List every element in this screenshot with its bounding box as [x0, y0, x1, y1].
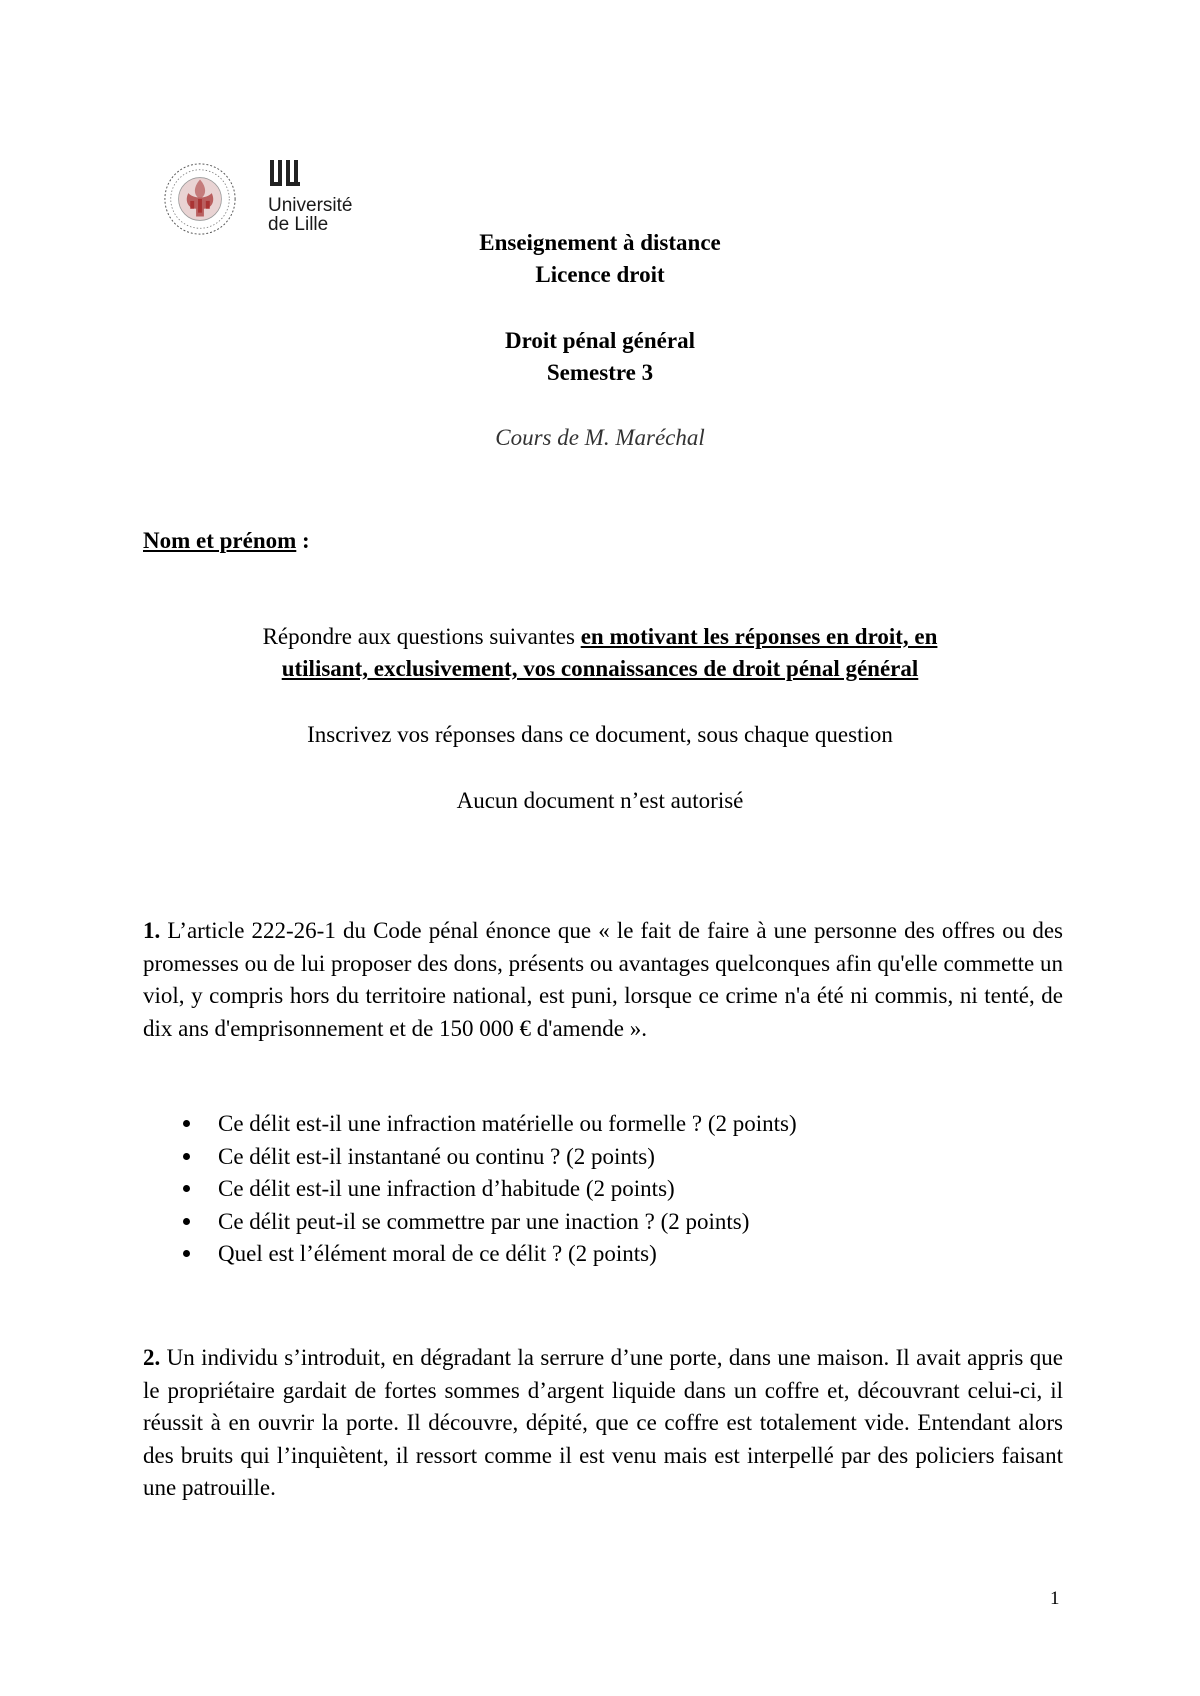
instructions-emphasis-2: utilisant, exclusivement, vos connaissances de droit pénal général	[281, 656, 919, 681]
name-field-label: Nom et prénom	[143, 528, 297, 553]
course-title: Droit pénal général	[505, 328, 695, 353]
list-item	[143, 1108, 1063, 1141]
list-item	[143, 1238, 1063, 1271]
subquestion-text: Ce délit est-il une infraction matérielle ou formelle ? (2 points)	[218, 1111, 797, 1136]
bullet-icon	[183, 1185, 190, 1192]
list-item	[143, 1173, 1063, 1206]
question-1	[143, 915, 1063, 1045]
question-1-text: L’article 222-26-1 du Code pénal énonce que « le fait de faire à une personne des offres ou des promesses ou de lui proposer des dons, présents ou avantages quelconques afin qu'elle commette un viol, y compris hors du territoire national, est puni, lorsque ce crime n'a été ni commis, ni tenté, de dix ans d'emprisonnement et de 150 000 € d'amende ».	[143, 918, 1063, 1041]
university-name-line1: Université	[268, 195, 353, 216]
question-2-number: 2.	[143, 1345, 161, 1370]
subquestion-text: Ce délit est-il une infraction d’habitude (2 points)	[218, 1176, 675, 1202]
header-line-licence: Licence droit	[535, 262, 665, 287]
question-2-text: Un individu s’introduit, en dégradant la serrure d’une porte, dans une maison. Il avait appris que le propriétaire gardait de fortes sommes d’argent liquide dans un coffre et, découvrant celui-ci, il réussit à en ouvrir la porte. Il découvre, dépité, que ce coffre est totalement vide. Entendant alors des bruits qui l’inquiètent, il ressort comme il est venu mais est interpellé par des policiers faisant une patrouille.	[143, 1345, 1063, 1501]
instructions-write-here: Inscrivez vos réponses dans ce document, sous chaque question	[307, 722, 893, 747]
bullet-icon	[183, 1153, 190, 1160]
university-lille-icon	[268, 158, 302, 194]
instructions-emphasis-1: en motivant les réponses en droit, en	[580, 624, 938, 649]
page-number: 1	[1050, 1588, 1060, 1609]
subquestion-text: Ce délit est-il instantané ou continu ? (2 points)	[218, 1143, 655, 1169]
university-name-line2: de Lille	[268, 214, 329, 235]
bullet-icon	[183, 1250, 190, 1257]
subquestion-text: Quel est l’élément moral de ce délit ? (2 points)	[218, 1241, 657, 1267]
bullet-icon	[183, 1120, 190, 1127]
instructions-line1	[0, 622, 1200, 652]
header-line-distance-learning: Enseignement à distance	[479, 230, 721, 255]
list-item	[143, 1141, 1063, 1174]
bullet-icon	[183, 1218, 190, 1225]
question-1-number: 1.	[143, 918, 161, 943]
subquestion-text: Ce délit peut-il se commettre par une inaction ? (2 points)	[218, 1208, 750, 1234]
question-1-subquestions	[143, 1108, 1063, 1271]
instructions-no-documents: Aucun document n’est autorisé	[456, 788, 744, 813]
instructions-lead: Répondre aux questions suivantes	[262, 624, 581, 649]
university-logo	[268, 158, 378, 238]
university-seal-icon	[161, 160, 239, 238]
semester: Semestre 3	[546, 360, 654, 385]
question-2	[143, 1342, 1063, 1505]
name-field-suffix: :	[296, 528, 310, 553]
list-item	[143, 1206, 1063, 1239]
teacher-line: Cours de M. Maréchal	[495, 425, 705, 450]
name-field	[143, 526, 310, 556]
